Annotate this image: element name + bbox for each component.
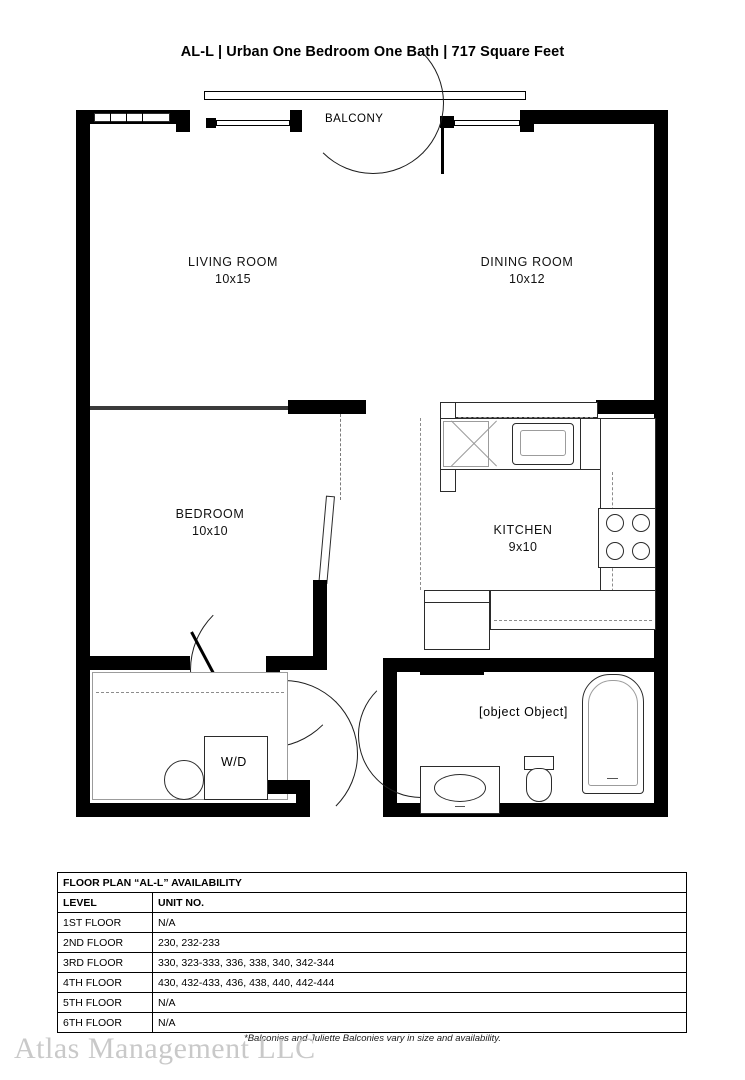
label-dining-room-dims: 10x12: [508, 272, 546, 286]
table-row: [58, 973, 687, 993]
wall-top-right-return: [520, 110, 534, 132]
column-header-level: LEVEL: [58, 893, 153, 913]
bathroom-sink-basin: [434, 774, 486, 802]
bathroom-door-leaf: [420, 672, 484, 675]
kitchen-upper-cabinet-run: [440, 402, 598, 418]
bathroom-sink-drain: [455, 806, 465, 807]
availability-title: FLOOR PLAN “AL-L” AVAILABILITY: [58, 873, 687, 893]
kitchen-sink-basin: [520, 430, 566, 456]
wall-top-right: [520, 110, 668, 124]
label-kitchen-name: KITCHEN: [493, 523, 553, 537]
balcony-door-arc: [302, 32, 444, 174]
kitchen-peninsula: [490, 590, 656, 630]
wall-left-exterior: [76, 110, 90, 410]
table-row: [58, 953, 687, 973]
wall-living-bedroom-thin: [90, 406, 288, 410]
label-kitchen-dims: 9x10: [508, 540, 538, 554]
row-level: 3RD FLOOR: [58, 953, 153, 973]
wall-right-exterior: [654, 110, 668, 406]
wall-kitchen-top: [596, 400, 654, 414]
bathtub-drain: [607, 778, 618, 779]
window-hatch-div-2: [126, 113, 127, 122]
table-row: [58, 913, 687, 933]
label-bedroom: [107, 506, 313, 540]
label-balcony: BALCONY: [325, 113, 384, 125]
label-dining-room-name: DINING ROOM: [480, 255, 574, 269]
label-bedroom-name: BEDROOM: [175, 507, 245, 521]
window-hatch-div-1: [110, 113, 111, 122]
row-level: 4TH FLOOR: [58, 973, 153, 993]
balcony-slider-left: [216, 120, 290, 126]
floor-plan-drawing: [0, 80, 745, 840]
footnote: *Balconies and Juliette Balconies vary in size and availability.: [244, 1033, 501, 1044]
availability-header-row: [58, 893, 687, 913]
balcony-door-leaf: [441, 126, 444, 174]
refrigerator-door-line: [424, 602, 490, 603]
row-units: 230, 232-233: [153, 933, 687, 953]
availability-table: [57, 872, 687, 1033]
table-row: [58, 933, 687, 953]
label-kitchen: [425, 522, 621, 556]
row-level: 6TH FLOOR: [58, 1013, 153, 1033]
label-bedroom-dims: 10x10: [191, 524, 229, 538]
table-row: [58, 1013, 687, 1033]
wall-bath-top: [383, 658, 654, 672]
label-dining-room: [424, 254, 630, 288]
label-living-room-name: LIVING ROOM: [188, 255, 278, 269]
wall-living-bedroom: [288, 400, 366, 414]
wall-laundry-right-vert: [296, 780, 310, 817]
balcony-slider-right: [454, 120, 520, 126]
availability-title-row: [58, 873, 687, 893]
wall-right-exterior-mid: [654, 402, 668, 662]
refrigerator: [424, 590, 490, 650]
bedroom-door-panel: [318, 496, 335, 584]
kitchen-cooktop: [443, 421, 489, 467]
row-units: 430, 432-433, 436, 438, 440, 442-444: [153, 973, 687, 993]
balcony-door-post-mid: [290, 110, 302, 132]
kitchen-left-edge: [420, 418, 421, 590]
label-living-room-dims: 10x15: [214, 272, 252, 286]
watermark: Atlas Management LLC: [14, 1032, 316, 1065]
label-bathroom: [object Object]: [479, 705, 568, 719]
wall-right-exterior-lower: [654, 658, 668, 808]
page-title: AL-L | Urban One Bedroom One Bath | 717 Square Feet: [180, 44, 565, 60]
row-units: N/A: [153, 913, 687, 933]
row-units: N/A: [153, 993, 687, 1013]
row-units: 330, 323-333, 336, 338, 340, 342-344: [153, 953, 687, 973]
row-level: 1ST FLOOR: [58, 913, 153, 933]
label-washer-dryer: W/D: [221, 755, 247, 769]
kitchen-peninsula-dash: [494, 620, 652, 621]
table-row: [58, 993, 687, 1013]
row-level: 5TH FLOOR: [58, 993, 153, 1013]
balcony-door-jamb-left: [206, 118, 216, 128]
wall-bedroom-bottom-left: [90, 656, 190, 670]
toilet-bowl: [526, 768, 552, 802]
water-heater: [164, 760, 204, 800]
wall-left-exterior-lower: [76, 405, 90, 817]
window-hatch-div-3: [142, 113, 143, 122]
row-level: 2ND FLOOR: [58, 933, 153, 953]
bedroom-door-arc-upper: [340, 414, 341, 500]
wall-top-left-return: [176, 110, 190, 132]
label-living-room: [130, 254, 336, 288]
window-hatch-top-left: [94, 113, 170, 122]
range-burner-2: [632, 514, 650, 532]
row-units: N/A: [153, 1013, 687, 1033]
bathtub-inner: [588, 680, 638, 786]
closet-shelf-dash: [96, 692, 284, 693]
range-burner-4: [632, 542, 650, 560]
column-header-unit-no: UNIT NO.: [153, 893, 687, 913]
